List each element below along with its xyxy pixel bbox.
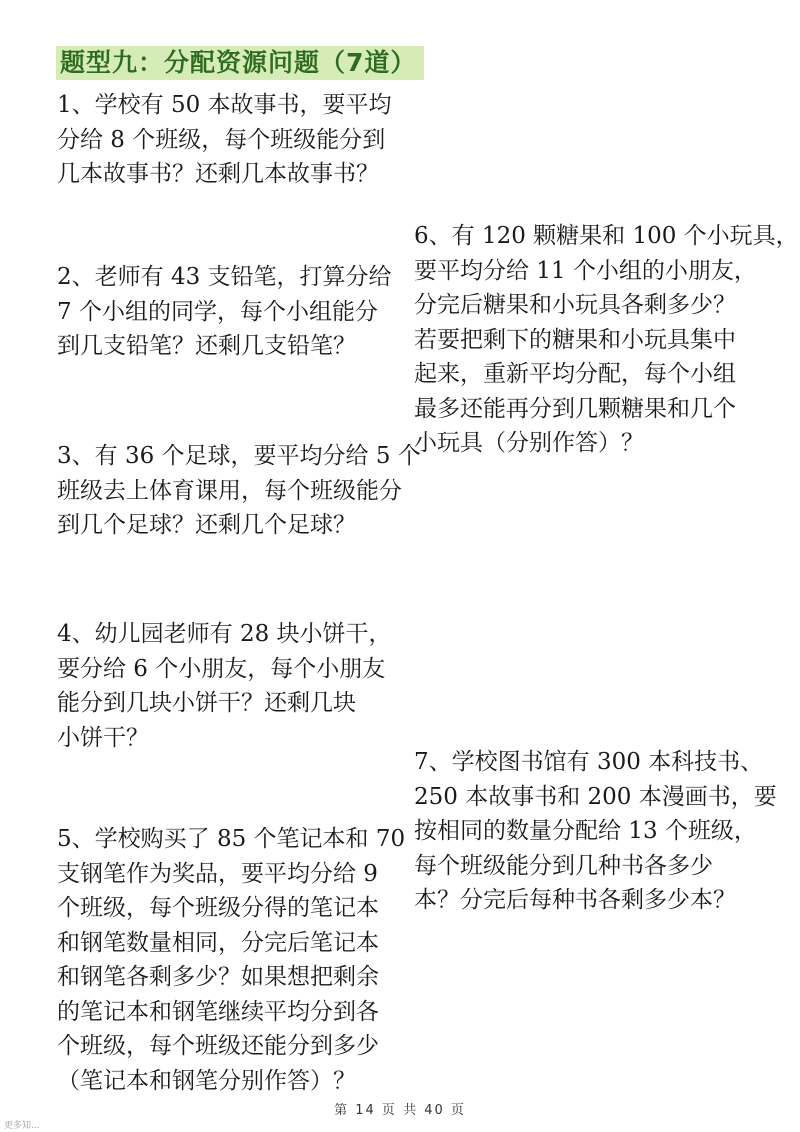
question-line: 分给 8 个班级，每个班级能分到 [57,126,386,153]
question-line: 每个班级能分到几种书各多少 [414,852,713,879]
question-3 [57,439,421,543]
question-line: 要平均分给 11 个小组的小朋友， [414,257,757,284]
corner-note: 更多知... [4,1121,40,1131]
question-1 [57,88,392,192]
question-5 [57,822,405,1098]
question-line: 分完后糖果和小玩具各剩多少？ [414,292,736,318]
question-2 [57,260,392,364]
question-line: 1、学校有 50 本故事书，要平均 [57,92,392,118]
question-line: 小饼干？ [57,724,149,751]
question-line: 本？分完后每种书各剩多少本？ [414,887,736,913]
question-line: 按相同的数量分配给 13 个班级， [414,818,757,844]
page-number: 第 14 页 共 40 页 [334,1103,466,1118]
question-line: 班级去上体育课用，每个班级能分 [57,477,402,504]
question-line: 最多还能再分到几颗糖果和几个 [414,395,736,422]
question-line: 的笔记本和钢笔继续平均分到各 [57,998,379,1025]
question-line: 要分给 6 个小朋友，每个小朋友 [57,655,386,682]
question-line: 能分到几块小饼干？还剩几块 [57,690,356,716]
question-4 [57,617,392,755]
question-line: 小玩具（分别作答）？ [414,430,644,456]
question-line: 5、学校购买了 85 个笔记本和 70 [57,826,406,852]
question-line: 7 个小组的同学，每个小组能分 [57,298,378,325]
question-line: 6、有 120 颗糖果和 100 个小玩具， [414,223,799,249]
question-line: 支钢笔作为奖品，要平均分给 9 [57,860,378,887]
section-title: 题型九：分配资源问题（7道） [56,46,424,80]
question-7 [414,745,777,918]
question-6 [414,219,799,461]
question-line: 和钢笔数量相同，分完后笔记本 [57,929,379,956]
question-line: 2、老师有 43 支铅笔，打算分给 [57,264,392,290]
question-line: 个班级，每个班级还能分到多少 [57,1033,379,1059]
question-line: （笔记本和钢笔分别作答）？ [57,1067,356,1094]
question-line: 几本故事书？还剩几本故事书？ [57,161,379,187]
question-line: 到几个足球？还剩几个足球？ [57,512,356,538]
question-line: 250 本故事书和 200 本漫画书，要 [414,783,777,810]
question-line: 4、幼儿园老师有 28 块小饼干， [57,621,392,647]
question-line: 若要把剩下的糖果和小玩具集中 [414,326,736,353]
question-line: 7、学校图书馆有 300 本科技书、 [414,749,764,775]
question-line: 3、有 36 个足球，要平均分给 5 个 [57,443,421,469]
question-line: 起来，重新平均分配，每个小组 [414,361,736,387]
question-line: 个班级，每个班级分得的笔记本 [57,895,379,921]
question-line: 和钢笔各剩多少？如果想把剩余 [57,964,379,990]
question-line: 到几支铅笔？还剩几支铅笔？ [57,333,356,359]
